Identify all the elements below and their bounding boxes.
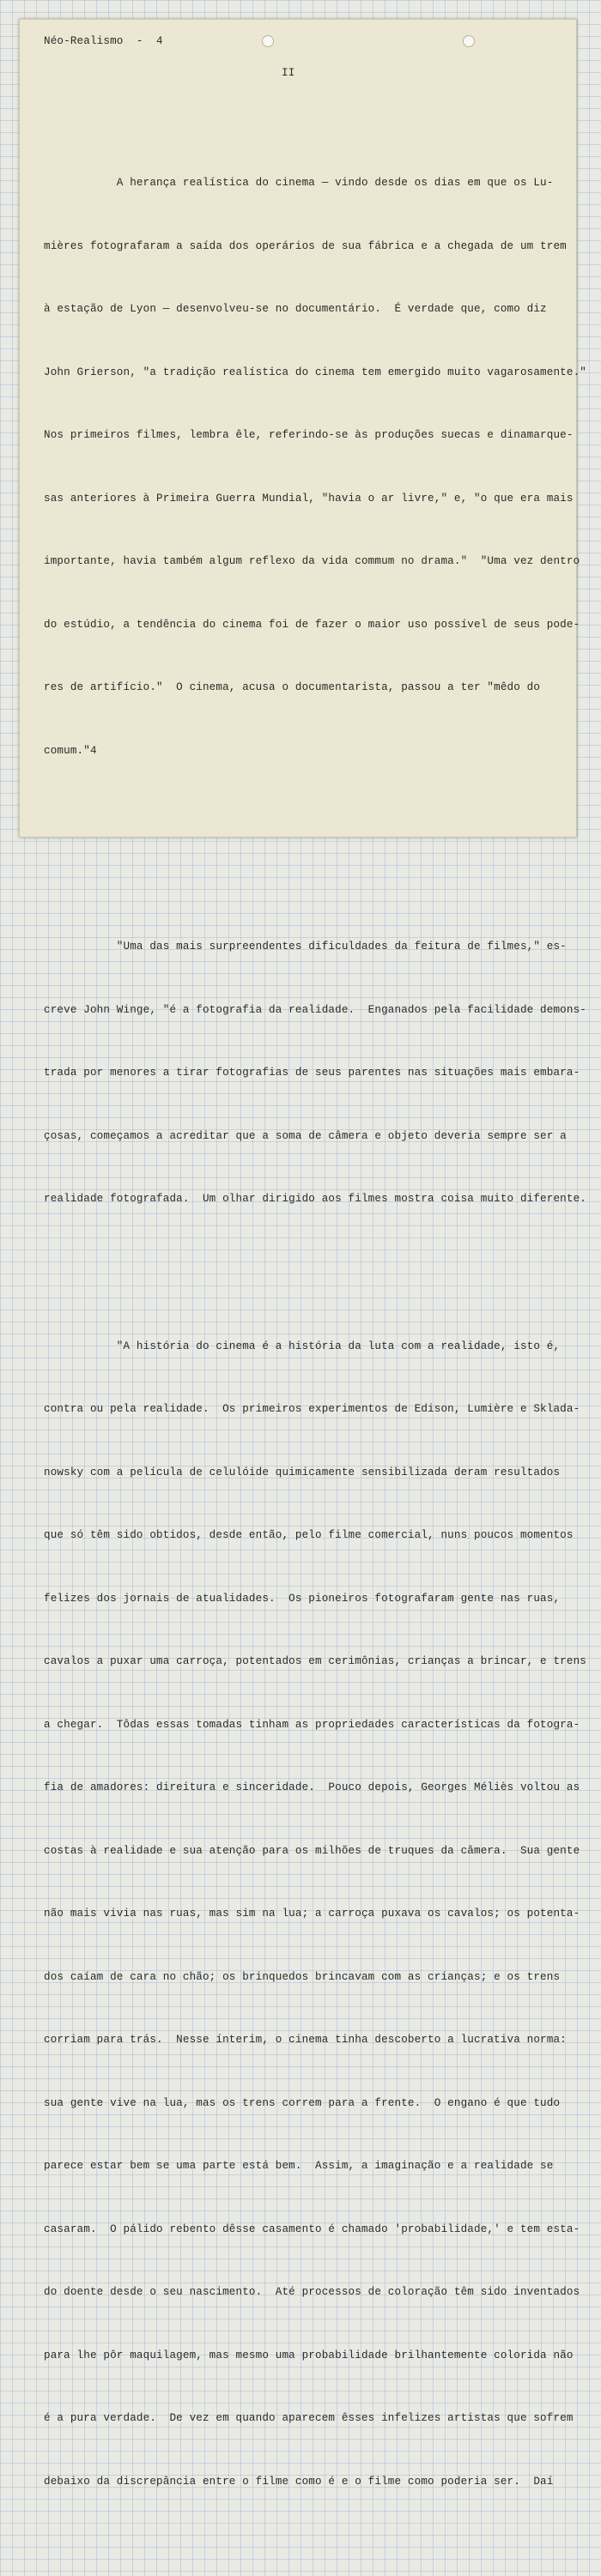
text-line: mières fotografaram a saída dos operários de sua fábrica e a chegada de um trem xyxy=(44,239,567,252)
text-line: costas à realidade e sua atenção para os milhões de truques da câmera. Sua gente xyxy=(44,1844,580,1857)
text-line: A herança realística do cinema — vindo desde os dias em que os Lu- xyxy=(44,177,554,189)
text-line: debaixo da discrepância entre o filme como é e o filme como poderia ser. Daí xyxy=(44,2475,554,2488)
text-line: nowsky com a película de celulóide quimicamente sensibilizada deram resultados xyxy=(44,1466,561,1478)
text-line: realidade fotografada. Um olhar dirigido aos filmes mostra coisa muito diferente. xyxy=(44,1193,587,1205)
body-text xyxy=(44,88,586,2576)
paragraph-2 xyxy=(44,894,586,1252)
punch-hole-right xyxy=(463,35,475,47)
text-line: corriam para trás. Nesse ínterim, o cinema tinha descoberto a lucrativa norma: xyxy=(44,2034,567,2046)
text-line: a chegar. Tôdas essas tomadas tinham as propriedades características da fotogra- xyxy=(44,1718,580,1731)
text-line: sua gente vive na lua, mas os trens correm para a frente. O engano é que tudo xyxy=(44,2096,561,2109)
text-line: contra ou pela realidade. Os primeiros experimentos de Edison, Lumière e Sklada- xyxy=(44,1403,580,1415)
text-line: importante, havia também algum reflexo da vida commum no drama." "Uma vez dentro xyxy=(44,555,580,567)
text-line: John Grierson, "a tradição realística do cinema tem emergido muito vagarosamente." xyxy=(44,366,587,378)
text-line: Nos primeiros filmes, lembra êle, referindo-se às produções suecas e dinamarque- xyxy=(44,429,574,441)
paragraph-1 xyxy=(44,130,586,803)
section-number: II xyxy=(282,67,295,79)
text-line: do doente desde o seu nascimento. Até processos de coloração têm sido inventados xyxy=(44,2286,580,2298)
text-line: casaram. O pálido rebento dêsse casamento é chamado 'probabilidade,' e tem esta- xyxy=(44,2222,580,2235)
text-line: não mais vivia nas ruas, mas sim na lua; a carroça puxava os cavalos; os potenta- xyxy=(44,1908,580,1920)
text-line: cavalos a puxar uma carroça, potentados em cerimônias, crianças a brincar, e trens xyxy=(44,1655,587,1667)
page-header: Néo-Realismo - 4 xyxy=(44,35,163,47)
punch-hole-left xyxy=(262,35,274,47)
text-line: é a pura verdade. De vez em quando aparecem êsses infelizes artistas que sofrem xyxy=(44,2412,574,2424)
text-line: "A história do cinema é a história da luta com a realidade, isto é, xyxy=(44,1339,561,1352)
text-line: à estação de Lyon — desenvolveu-se no documentário. É verdade que, como diz xyxy=(44,303,547,315)
text-line: fia de amadores: direitura e sinceridade. Pouco depois, Georges Méliès voltou as xyxy=(44,1781,580,1793)
text-line: para lhe pôr maquilagem, mas mesmo uma probabilidade brilhantemente colorida não xyxy=(44,2349,574,2361)
text-line: do estúdio, a tendência do cinema foi de fazer o maior uso possível de seus pode- xyxy=(44,618,580,631)
text-line: sas anteriores à Primeira Guerra Mundial, "havia o ar livre," e, "o que era mais xyxy=(44,492,574,505)
text-line: felizes dos jornais de atualidades. Os pioneiros fotografaram gente nas ruas, xyxy=(44,1592,561,1605)
paragraph-3 xyxy=(44,1294,586,2535)
text-line: res de artifício." O cinema, acusa o documentarista, passou a ter "mêdo do xyxy=(44,681,541,693)
text-line: trada por menores a tirar fotografias de seus parentes nas situações mais embara- xyxy=(44,1067,580,1079)
paragraph-gap xyxy=(44,845,586,852)
text-line: que só têm sido obtidos, desde então, pelo filme comercial, nuns poucos momentos xyxy=(44,1529,574,1541)
typewritten-page xyxy=(19,19,587,2488)
text-line: "Uma das mais surpreendentes dificuldades da feitura de filmes," es- xyxy=(44,940,567,952)
text-line: parece estar bem se uma parte está bem. Assim, a imaginação e a realidade se xyxy=(44,2160,554,2172)
text-line: dos caíam de cara no chão; os brinquedos brincavam com as crianças; e os trens xyxy=(44,1970,561,1983)
text-line: comum."4 xyxy=(44,744,97,757)
text-line: çosas, começamos a acreditar que a soma de câmera e objeto deveria sempre ser a xyxy=(44,1129,567,1142)
text-line: creve John Winge, "é a fotografia da realidade. Enganados pela facilidade demons- xyxy=(44,1003,587,1016)
